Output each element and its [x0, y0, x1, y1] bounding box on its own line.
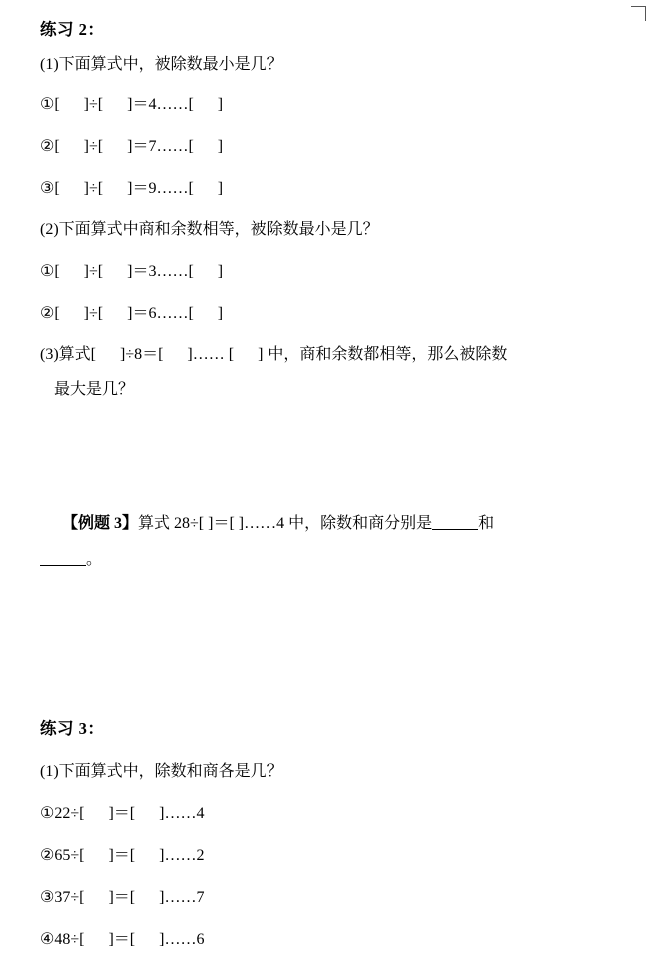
equation-line: ①[ ]÷[ ]＝4……[ ]: [40, 96, 224, 113]
question-text-continued: 最大是几？: [54, 381, 135, 398]
practice-2-heading: 练习 2：: [40, 20, 105, 39]
practice-2-q2-item-2: [40, 302, 630, 326]
answer-blank[interactable]: [40, 549, 86, 566]
equation-line: ②[ ]÷[ ]＝6……[ ]: [40, 305, 224, 322]
practice-3-q1-item-3: [40, 886, 630, 910]
example-3-line-1: [40, 512, 630, 537]
equation-line: ④48÷[ ]＝[ ]……6: [40, 931, 205, 948]
practice-2-question-1: [40, 53, 630, 77]
practice-2-q1-item-1: [40, 93, 630, 117]
equation-line: ③[ ]÷[ ]＝9……[ ]: [40, 180, 224, 197]
equation-line: ②65÷[ ]＝[ ]……2: [40, 847, 205, 864]
question-text: (1)下面算式中，被除数最小是几？: [40, 56, 283, 73]
equation-line: ①22÷[ ]＝[ ]……4: [40, 805, 205, 822]
question-text: (2)下面算式中商和余数相等，被除数最小是几？: [40, 221, 379, 238]
page-corner-mark: [631, 6, 646, 21]
example-3-body-part2: 和: [478, 515, 495, 532]
practice-3-heading: 练习 3：: [40, 719, 105, 738]
practice-2-q1-item-3: [40, 177, 630, 201]
example-3-label: 【例题 3】: [62, 515, 139, 532]
example-3-body-part3: 。: [86, 551, 103, 568]
answer-blank[interactable]: [432, 513, 478, 530]
practice-2-q2-item-1: [40, 260, 630, 284]
practice-3-q1-item-1: [40, 802, 630, 826]
practice-3-question-1: [40, 760, 630, 784]
practice-2-title: [40, 16, 630, 40]
equation-line: ②[ ]÷[ ]＝7……[ ]: [40, 138, 224, 155]
question-text: (3)算式[ ]÷8＝[ ]…… [ ] 中，商和余数都相等，那么被除数: [40, 346, 508, 363]
practice-3-q1-item-4: [40, 928, 630, 952]
example-3-body-part1: 算式 28÷[ ]＝[ ]……4 中，除数和商分别是: [138, 515, 433, 532]
practice-2-q1-item-2: [40, 135, 630, 159]
practice-2-question-3-line-1: [40, 343, 630, 367]
equation-line: ①[ ]÷[ ]＝3……[ ]: [40, 263, 224, 280]
question-text: (1)下面算式中，除数和商各是几？: [40, 763, 283, 780]
example-3-line-2: [40, 548, 630, 573]
equation-line: ③37÷[ ]＝[ ]……7: [40, 889, 205, 906]
practice-2-question-3-line-2: [40, 378, 630, 402]
practice-2-question-2: [40, 218, 630, 242]
practice-3-title: [40, 715, 630, 739]
practice-3-q1-item-2: [40, 844, 630, 868]
